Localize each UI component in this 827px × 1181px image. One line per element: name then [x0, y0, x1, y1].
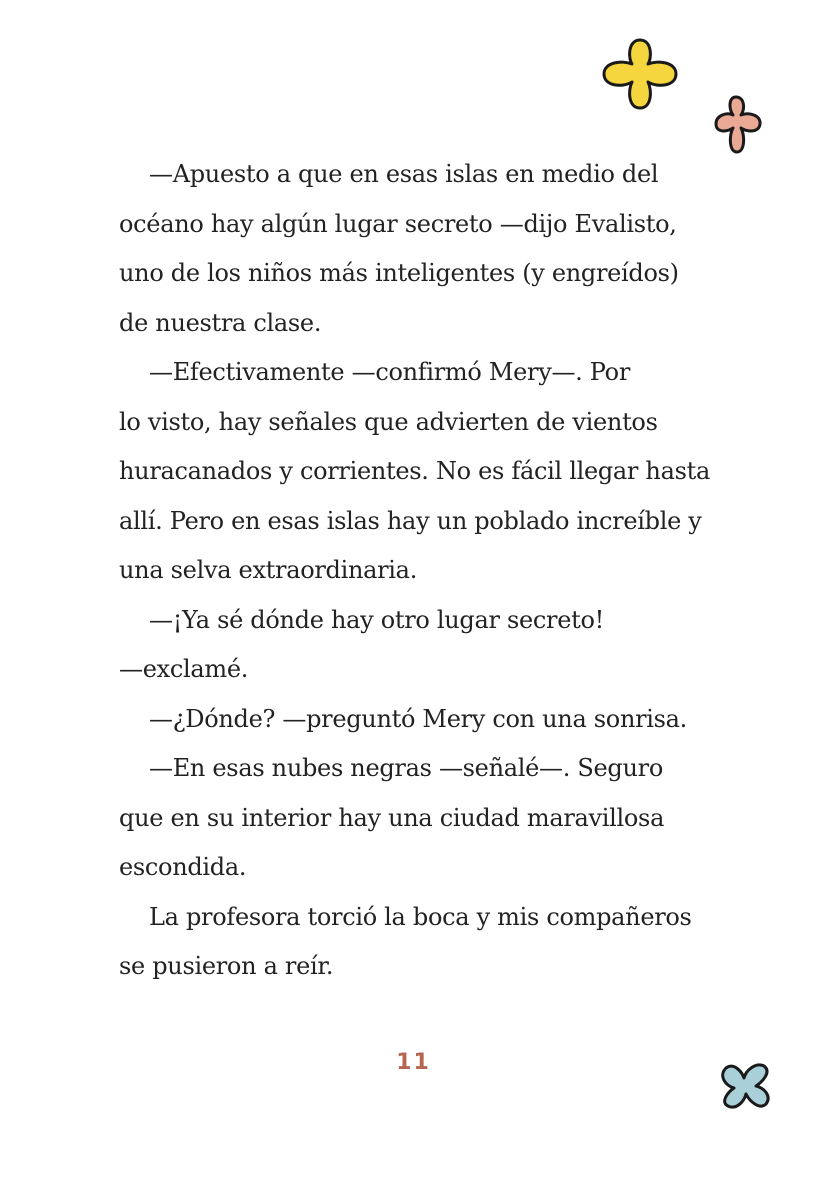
- text-line: se pusieron a reír.: [119, 952, 334, 980]
- text-line: una selva extraordinaria.: [119, 556, 418, 584]
- text-line: —En esas nubes negras —señalé—. Seguro: [149, 754, 663, 782]
- text-line: —exclamé.: [119, 655, 249, 683]
- text-line: La profesora torció la boca y mis compañeros: [149, 902, 692, 931]
- text-line: —¡Ya sé dónde hay otro lugar secreto!: [149, 605, 604, 634]
- text-line: océano hay algún lugar secreto —dijo Evalisto,: [119, 209, 677, 238]
- text-line: —Apuesto a que en esas islas en medio del: [149, 160, 659, 188]
- page-text: [119, 150, 710, 992]
- text-line: —¿Dónde? —preguntó Mery con una sonrisa.: [149, 704, 688, 733]
- pink-flower-icon: [712, 94, 764, 156]
- text-line: allí. Pero en esas islas hay un poblado increíble y: [119, 506, 702, 535]
- text-line: huracanados y corrientes. No es fácil llegar hasta: [119, 457, 710, 485]
- text-line: de nuestra clase.: [119, 308, 322, 337]
- yellow-flower-icon: [600, 36, 680, 112]
- text-line: que en su interior hay una ciudad maravillosa: [119, 803, 665, 832]
- page-number: 11: [396, 1050, 431, 1075]
- text-line: escondida.: [119, 853, 247, 881]
- text-line: lo visto, hay señales que advierten de vientos: [119, 407, 658, 436]
- text-line: —Efectivamente —confirmó Mery—. Por: [149, 358, 631, 386]
- text-line: uno de los niños más inteligentes (y engreídos): [119, 259, 679, 287]
